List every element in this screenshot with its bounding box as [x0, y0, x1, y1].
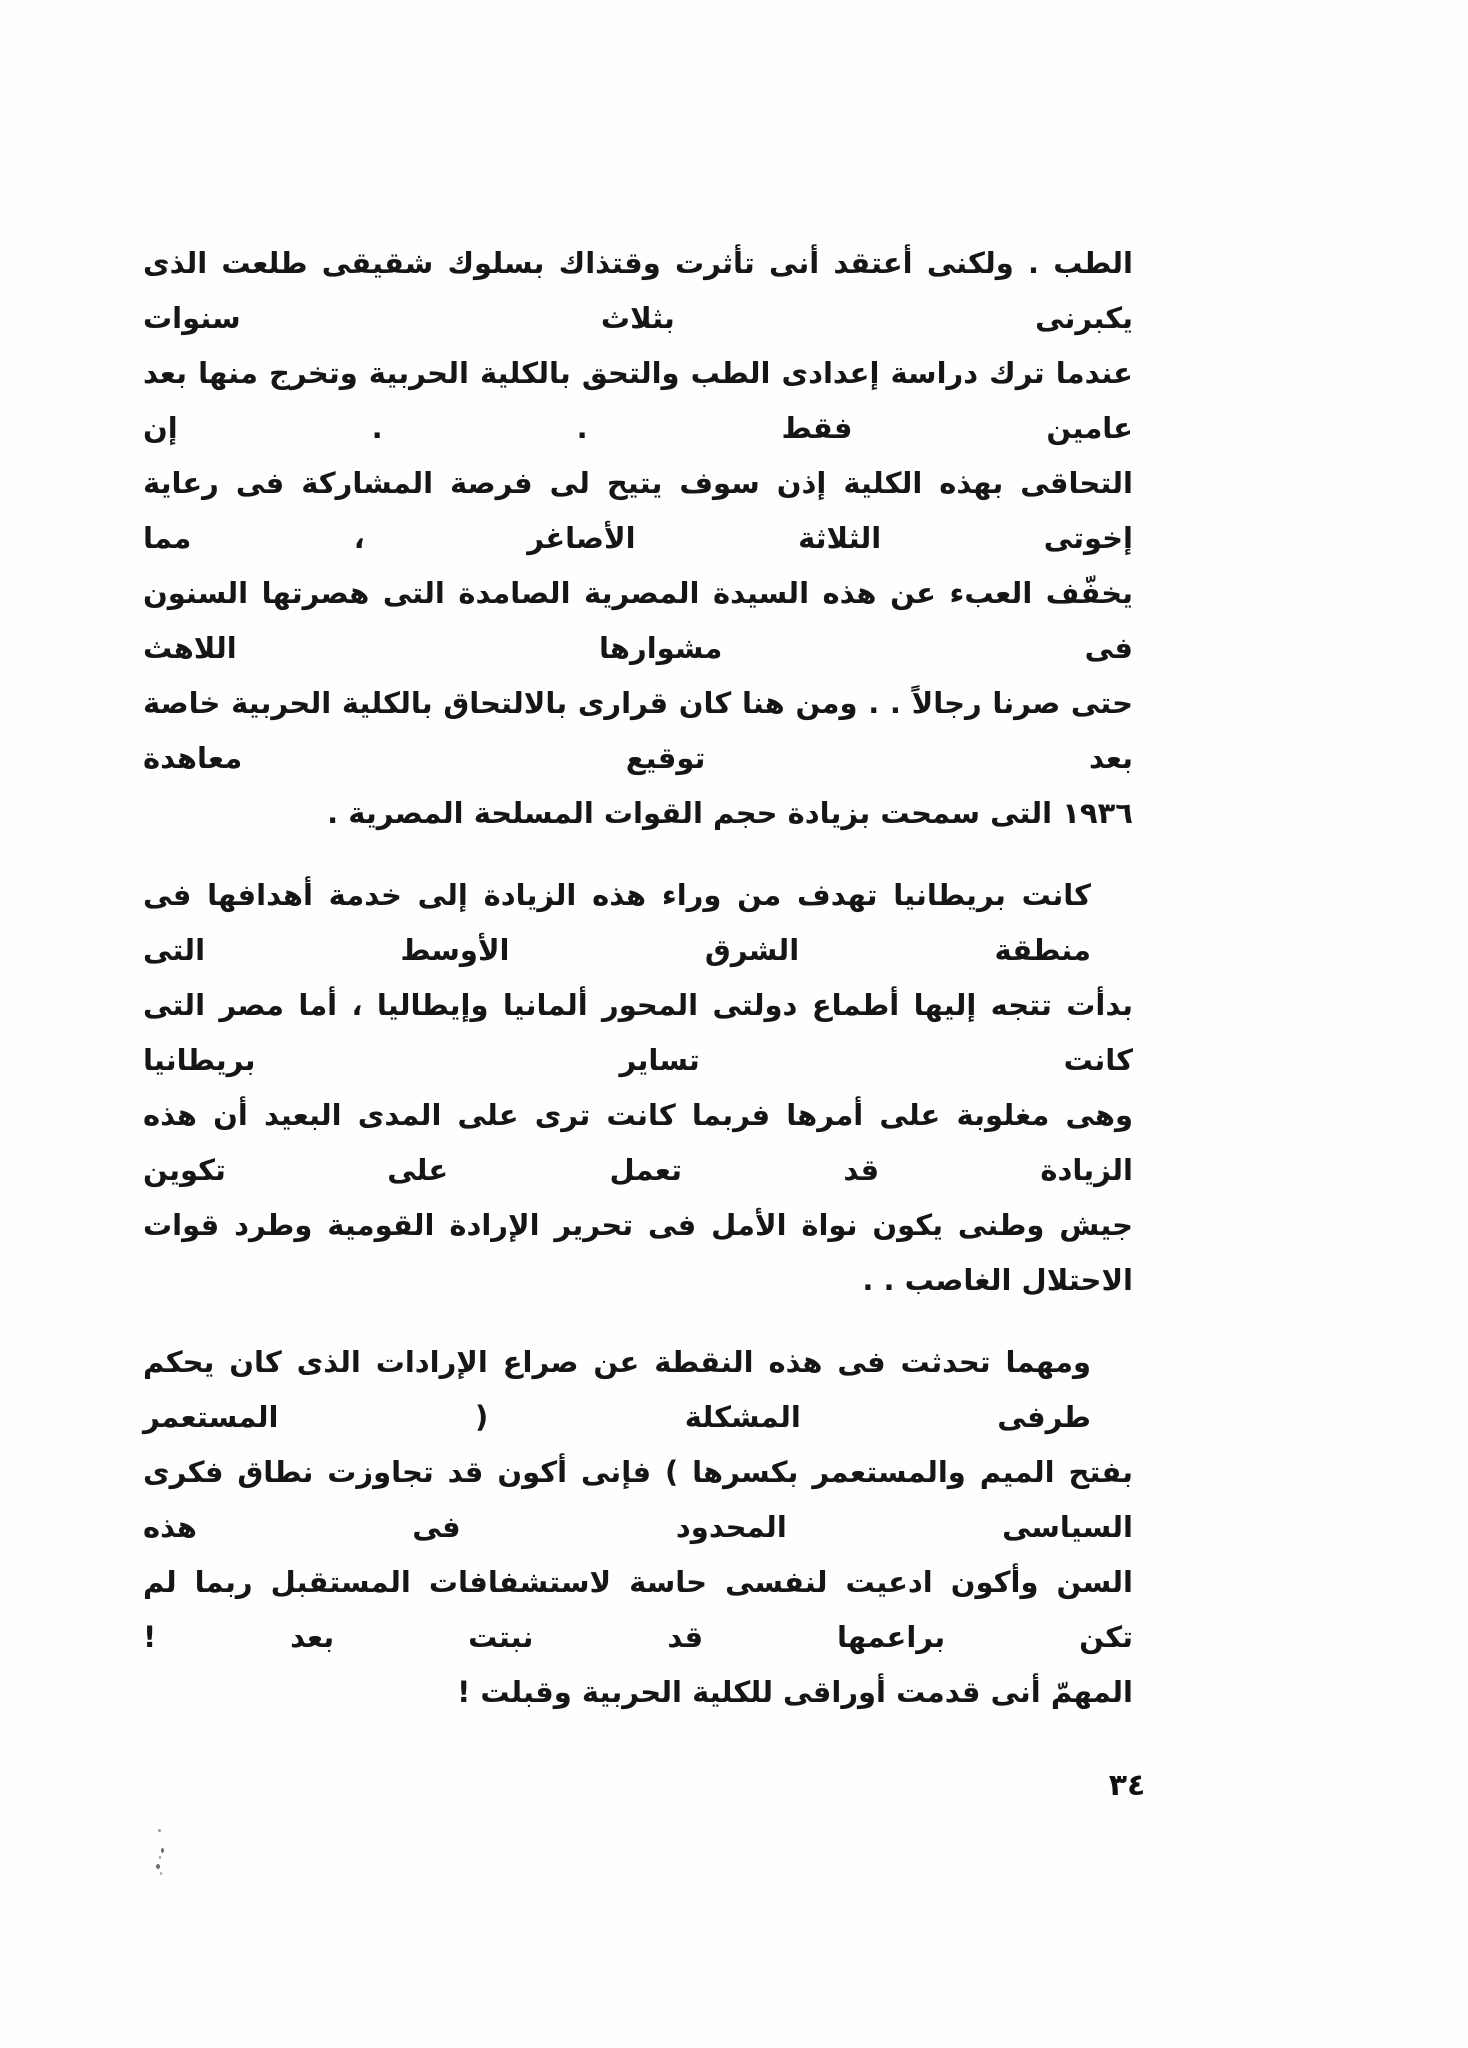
page-text [143, 236, 1133, 1720]
text-line: السن وأكون ادعيت لنفسى حاسة لاستشفافات المستقبل ربما لم تكن براعمها قد نبتت بعد ! [143, 1565, 1133, 1654]
paragraph-3 [143, 1335, 1133, 1720]
text-line: ١٩٣٦ التى سمحت بزيادة حجم القوات المسلحة المصرية . [327, 796, 1133, 830]
text-line: عندما ترك دراسة إعدادى الطب والتحق بالكلية الحربية وتخرج منها بعد عامين فقط . . إن [143, 356, 1133, 445]
text-line: المهمّ أنى قدمت أوراقى للكلية الحربية وقبلت ! [457, 1675, 1133, 1709]
scan-artifact [161, 1848, 164, 1853]
page-number: ٣٤ [1108, 1768, 1146, 1803]
paragraph-1 [143, 236, 1133, 841]
text-line: بدأت تتجه إليها أطماع دولتى المحور ألمانيا وإيطاليا ، أما مصر التى كانت تساير بريطانيا [143, 988, 1133, 1077]
text-line: جيش وطنى يكون نواة الأمل فى تحرير الإرادة القومية وطرد قوات الاحتلال الغاصب . . [143, 1208, 1133, 1297]
text-line: وهى مغلوبة على أمرها فربما كانت ترى على المدى البعيد أن هذه الزيادة قد تعمل على تكوين [143, 1098, 1133, 1187]
text-line: الطب . ولكنى أعتقد أنى تأثرت وقتذاك بسلوك شقيقى طلعت الذى يكبرنى بثلاث سنوات [143, 246, 1133, 335]
scan-artifact [158, 1829, 161, 1832]
text-line: التحاقى بهذه الكلية إذن سوف يتيح لى فرصة المشاركة فى رعاية إخوتى الثلاثة الأصاغر ، مما [143, 466, 1133, 555]
text-line: حتى صرنا رجالاً . . ومن هنا كان قرارى بالالتحاق بالكلية الحربية خاصة بعد توقيع معاهدة [143, 686, 1133, 775]
text-line: كانت بريطانيا تهدف من وراء هذه الزيادة إلى خدمة أهدافها فى منطقة الشرق الأوسط التى [143, 878, 1091, 967]
scan-artifact [156, 1864, 160, 1869]
text-line: يخفّف العبء عن هذه السيدة المصرية الصامدة التى هصرتها السنون فى مشوارها اللاهث [143, 576, 1133, 665]
paragraph-2 [143, 868, 1133, 1308]
text-line: ومهما تحدثت فى هذه النقطة عن صراع الإرادات الذى كان يحكم طرفى المشكلة ( المستعمر [143, 1345, 1091, 1434]
text-line: بفتح الميم والمستعمر بكسرها ) فإنى أكون قد تجاوزت نطاق فكرى السياسى المحدود فى هذه [143, 1455, 1133, 1544]
scan-artifact [160, 1872, 162, 1875]
scan-artifact [159, 1856, 161, 1859]
